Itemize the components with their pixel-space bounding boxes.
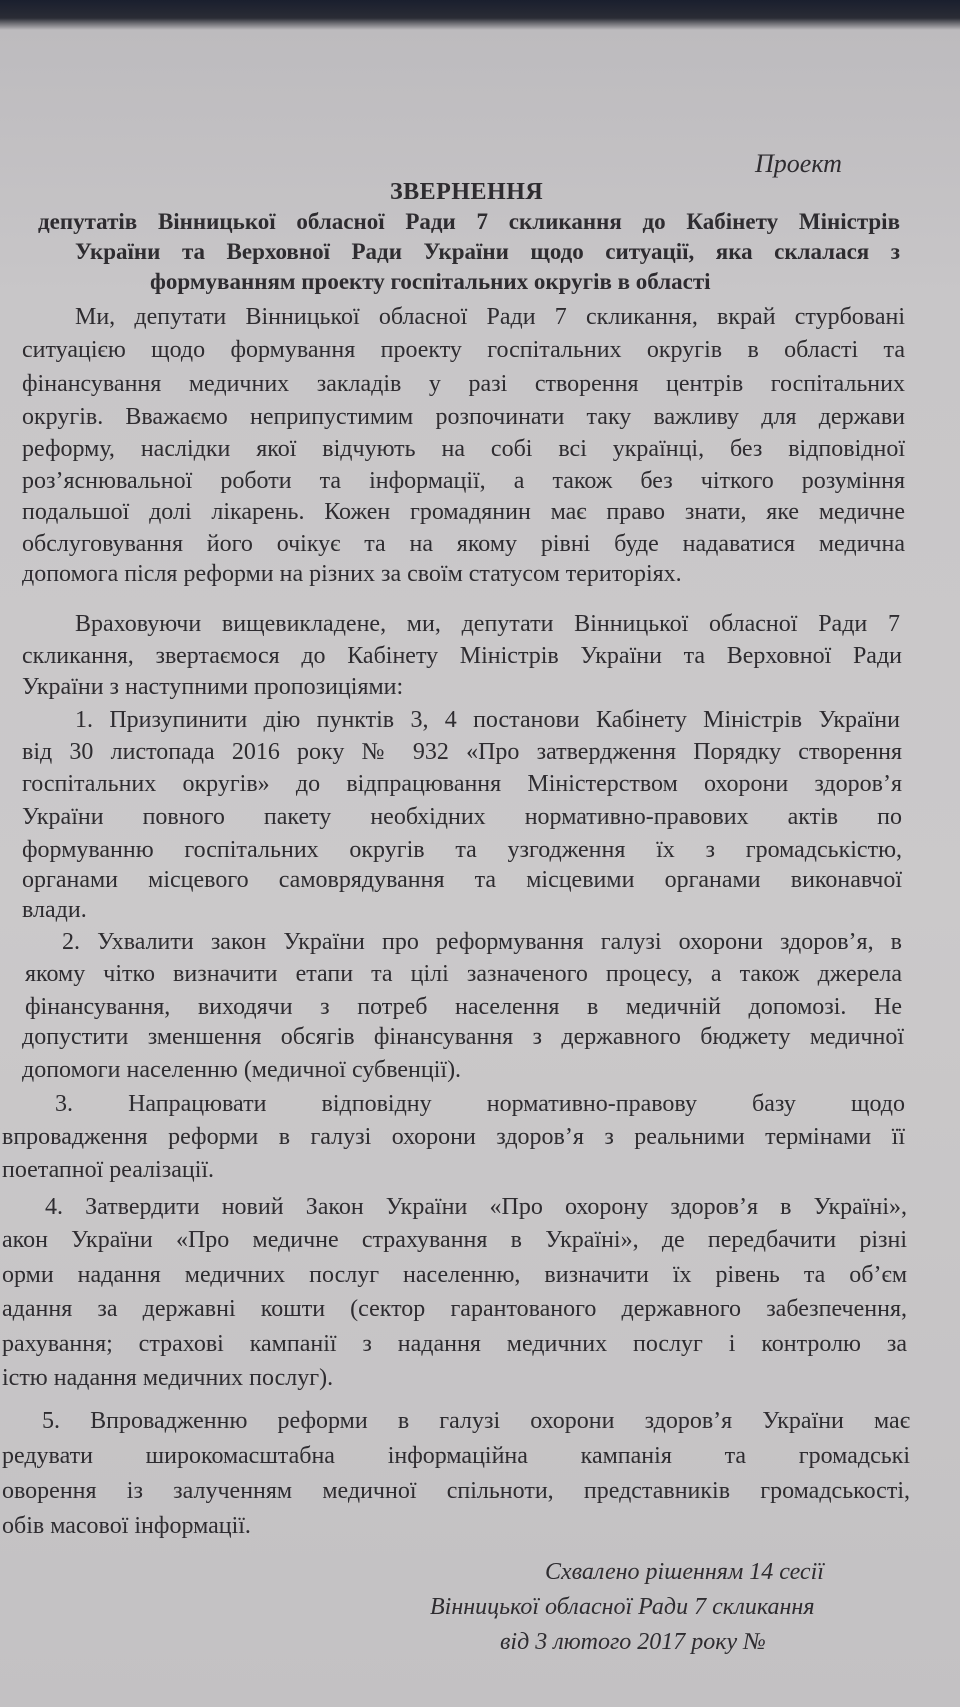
text-line: фінансування, виходячи з потреб населення в медичній допомозі. Не <box>25 994 902 1020</box>
text-line: поетапної реалізації. <box>2 1157 215 1183</box>
text-line: 5. Впровадженню реформи в галузі охорони здоров’я України має <box>42 1408 910 1434</box>
approval-line: Схвалено рішенням 14 сесії <box>545 1559 824 1585</box>
text-line: фінансування медичних закладів у разі створення центрів госпітальних <box>22 371 905 397</box>
text-line: якому чітко визначити етапи та цілі зазначеного процесу, а також джерела <box>25 961 902 987</box>
text-line: допомога після реформи на різних за своїм статусом територіях. <box>22 561 682 587</box>
text-line: 3. Напрацювати відповідну нормативно-правову базу щодо <box>55 1091 905 1117</box>
text-line: подальшої долі лікарень. Кожен громадянин має право знати, яке медичне <box>22 499 905 525</box>
draft-label: Проект <box>755 149 842 178</box>
text-line: допомоги населенню (медичної субвенції). <box>22 1057 462 1083</box>
text-line: реформу, наслідки якої відчують на собі всі українці, без відповідної <box>22 436 905 462</box>
text-line: 4. Затвердити новий Закон України «Про охорону здоров’я в Україні», <box>45 1194 907 1220</box>
text-line: редувати широкомасштабна інформаційна кампанія та громадські <box>2 1443 910 1469</box>
text-line: Ми, депутати Вінницької обласної Ради 7 скликання, вкрай стурбовані <box>75 304 905 330</box>
text-line: впровадження реформи в галузі охорони здоров’я з реальними термінами її <box>2 1124 905 1150</box>
text-line: округів. Вважаємо неприпустимим розпочинати таку важливу для держави <box>22 404 905 430</box>
text-line: ситуацією щодо формування проекту госпітальних округів в області та <box>22 337 905 363</box>
text-line: оворення із залученням медичної спільноти, представників громадськості, <box>2 1478 910 1504</box>
text-line: рахування; страхові кампанії з надання медичних послуг і контролю за <box>2 1331 907 1357</box>
approval-line: від 3 лютого 2017 року № <box>500 1629 766 1655</box>
subtitle-line: України та Верховної Ради України щодо ситуації, яка склалася з <box>75 239 900 264</box>
text-line: України з наступними пропозиціями: <box>22 674 404 700</box>
text-line: госпітальних округів» до відпрацювання Міністерством охорони здоров’я <box>22 771 902 797</box>
document-title: ЗВЕРНЕННЯ <box>390 179 544 205</box>
text-line: влади. <box>22 897 87 923</box>
text-line: допустити зменшення обсягів фінансування з державного бюджету медичної <box>22 1024 904 1050</box>
text-line: скликання, звертаємося до Кабінету Міністрів України та Верховної Ради <box>22 643 902 669</box>
text-line: акон України «Про медичне страхування в Україні», де передбачити різні <box>2 1227 907 1253</box>
text-line: 2. Ухвалити закон України про реформування галузі охорони здоров’я, в <box>62 929 902 955</box>
subtitle-line: депутатів Вінницької обласної Ради 7 скликання до Кабінету Міністрів <box>38 209 900 234</box>
text-line: істю надання медичних послуг). <box>2 1365 334 1391</box>
text-line: органами місцевого самоврядування та місцевими органами виконавчої <box>22 867 902 893</box>
text-line: від 30 листопада 2016 року № 932 «Про затвердження Порядку створення <box>22 739 902 765</box>
text-line: обслуговування його очікує та на якому рівні буде надаватися медична <box>22 531 905 557</box>
text-line: формуванню госпітальних округів та узгодження їх з громадськістю, <box>22 837 902 863</box>
text-line: орми надання медичних послуг населенню, визначити їх рівень та об’єм <box>2 1262 907 1288</box>
approval-line: Вінницької обласної Ради 7 скликання <box>430 1594 815 1620</box>
text-line: Враховуючи вищевикладене, ми, депутати Вінницької обласної Ради 7 <box>75 611 900 637</box>
text-line: України повного пакету необхідних нормативно-правових актів по <box>22 804 902 830</box>
text-line: адання за державні кошти (сектор гарантованого державного забезпечення, <box>2 1296 907 1322</box>
subtitle-line: формуванням проекту госпітальних округів в області <box>150 269 711 294</box>
text-line: 1. Призупинити дію пунктів 3, 4 постанови Кабінету Міністрів України <box>75 707 900 733</box>
text-line: роз’яснювальної роботи та інформації, а також без чіткого розуміння <box>22 468 905 494</box>
text-line: обів масової інформації. <box>2 1513 251 1539</box>
